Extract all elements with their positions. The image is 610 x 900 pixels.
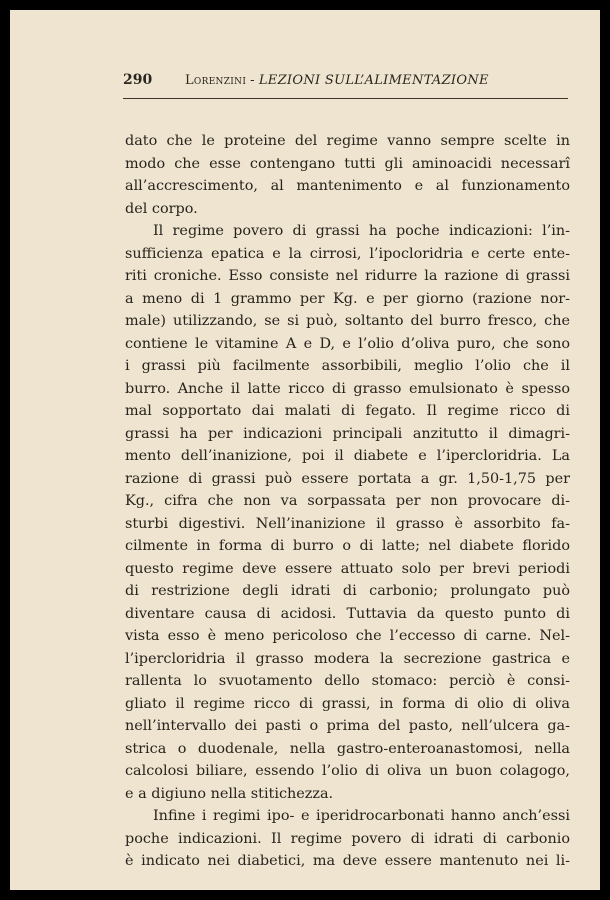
text-line: gliato il regime ricco di grassi, in forma di olio di oliva bbox=[125, 695, 570, 712]
text-line: sturbi digestivi. Nell’inanizione il grasso è assorbito fa- bbox=[125, 515, 570, 532]
text-line: è indicato nei diabetici, ma deve essere mantenuto nei li- bbox=[125, 853, 570, 869]
text-line: riti croniche. Esso consiste nel ridurre la razione di grassi bbox=[125, 268, 570, 284]
author-name: Lorenzini bbox=[185, 73, 247, 88]
text-line: contiene le vitamine A e D, e l’olio d’oliva puro, che sono bbox=[125, 335, 570, 352]
text-line: modo che esse contengano tutti gli aminoacidi necessarî bbox=[125, 155, 570, 172]
book-page bbox=[10, 10, 600, 890]
body-text bbox=[125, 130, 570, 873]
text-line: e a digiuno nella stitichezza. bbox=[125, 785, 334, 802]
running-header bbox=[123, 70, 568, 92]
text-line: poche indicazioni. Il regime povero di idrati di carbonio bbox=[125, 830, 570, 847]
text-line: calcolosi biliare, essendo l’olio di oliva un buon colagogo, bbox=[125, 763, 570, 779]
text-line: strica o duodenale, nella gastro-enteroanastomosi, nella bbox=[125, 740, 570, 757]
text-line: diventare causa di acidosi. Tuttavia da questo punto di bbox=[125, 605, 570, 622]
text-line: burro. Anche il latte ricco di grasso emulsionato è spesso bbox=[125, 380, 570, 397]
text-line: mal sopportato dai malati di fegato. Il regime ricco di bbox=[125, 403, 570, 419]
text-line: l’ipercloridria il grasso modera la secrezione gastrica e bbox=[125, 650, 570, 667]
header-rule bbox=[123, 98, 568, 99]
text-line: a meno di 1 grammo per Kg. e per giorno (razione nor- bbox=[125, 290, 570, 307]
text-line: all’accrescimento, al mantenimento e al funzionamento bbox=[125, 178, 570, 194]
text-line: male) utilizzando, se si può, soltanto del burro fresco, che bbox=[125, 313, 570, 329]
text-line: cilmente in forma di burro o di latte; nel diabete florido bbox=[125, 538, 570, 554]
text-line: mento dell’inanizione, poi il diabete e l’ipercloridria. La bbox=[125, 448, 570, 464]
work-title: LEZIONI SULL’ALIMENTAZIONE bbox=[258, 73, 489, 88]
text-line: del corpo. bbox=[125, 200, 198, 217]
text-line: Infine i regimi ipo- e iperidrocarbonati hanno anch’essi bbox=[153, 808, 570, 824]
text-line: rallenta lo svuotamento dello stomaco: perciò è consi- bbox=[125, 673, 570, 689]
text-line: Il regime povero di grassi ha poche indicazioni: l’in- bbox=[153, 223, 570, 239]
text-line: dato che le proteine del regime vanno sempre scelte in bbox=[125, 133, 570, 149]
running-head bbox=[185, 73, 489, 88]
text-line: questo regime deve essere attuato solo per brevi periodi bbox=[125, 560, 570, 577]
text-line: sufficienza epatica e la cirrosi, l’ipocloridria e certe ente- bbox=[125, 245, 570, 262]
text-line: nell’intervallo dei pasti o prima del pasto, nell’ulcera ga- bbox=[125, 718, 570, 734]
header-separator: - bbox=[250, 73, 255, 88]
text-line: Kg., cifra che non va sorpassata per non provocare di- bbox=[125, 493, 570, 509]
text-line: grassi ha per indicazioni principali anzitutto il dimagri- bbox=[125, 425, 570, 442]
page-number: 290 bbox=[123, 72, 153, 88]
text-line: vista esso è meno pericoloso che l’eccesso di carne. Nel- bbox=[125, 628, 570, 644]
text-line: di restrizione degli idrati di carbonio; prolungato può bbox=[125, 583, 570, 599]
text-line: i grassi più facilmente assorbibili, meglio l’olio che il bbox=[125, 358, 570, 374]
text-line: razione di grassi può essere portata a gr. 1,50-1,75 per bbox=[125, 470, 570, 487]
